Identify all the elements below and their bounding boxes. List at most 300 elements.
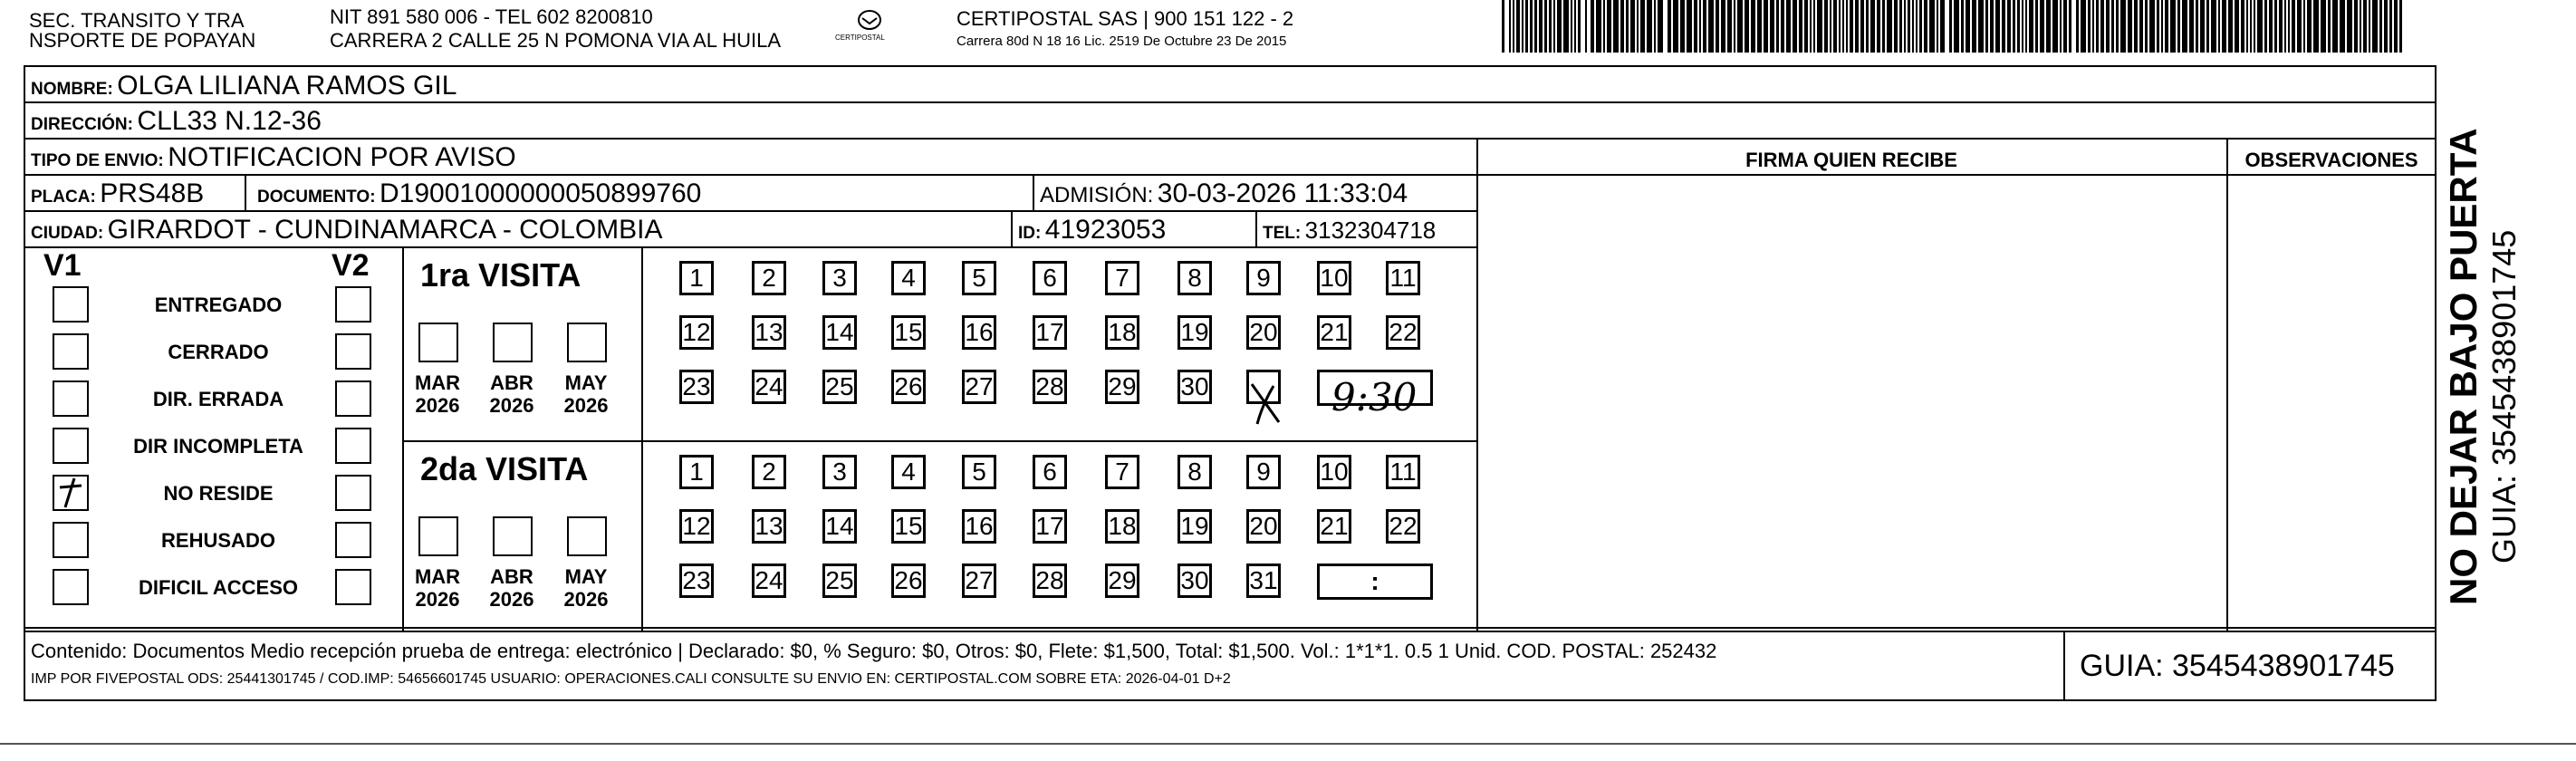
day-box[interactable]: 11: [1386, 261, 1420, 295]
day-box[interactable]: 8: [1177, 261, 1212, 295]
day-box[interactable]: 13: [752, 315, 786, 350]
barcode-bar: [1654, 0, 1656, 53]
barcode-bar: [2328, 0, 2331, 53]
barcode-bar: [2246, 0, 2248, 53]
v2-checkbox[interactable]: [335, 428, 371, 464]
documento-value: D19001000000050899760: [380, 178, 702, 208]
day-box[interactable]: 27: [962, 564, 996, 598]
barcode-bar: [2303, 0, 2305, 53]
month-label: [406, 565, 469, 612]
barcode-bar: [1757, 0, 1762, 53]
v1-checkbox[interactable]: [53, 333, 89, 370]
barcode-bar: [1855, 0, 1859, 53]
footer-guia: GUIA: 3545438901745: [2080, 649, 2395, 683]
day-box[interactable]: 29: [1105, 564, 1139, 598]
barcode-bar: [1721, 0, 1725, 53]
ciudad-cell: [31, 217, 663, 244]
barcode-bar: [1770, 0, 1774, 53]
barcode-bar: [1703, 0, 1706, 53]
day-box[interactable]: 30: [1177, 370, 1212, 404]
barcode-bar: [1745, 0, 1749, 53]
barcode-bar: [2394, 0, 2398, 53]
barcode-bar: [1673, 0, 1678, 53]
barcode-bar: [2389, 0, 2392, 53]
reason-label: CERRADO: [168, 341, 269, 363]
reason-label: ENTREGADO: [154, 294, 283, 316]
reason-label: DIR INCOMPLETA: [133, 435, 303, 458]
barcode-bar: [2200, 0, 2205, 53]
barcode-bar: [2170, 0, 2176, 53]
day-box[interactable]: 15: [891, 509, 926, 544]
barcode-bar: [1563, 0, 1569, 53]
barcode-bar: [1937, 0, 1938, 53]
barcode-bar: [1549, 0, 1552, 53]
barcode-bar: [2292, 0, 2295, 53]
month-label: [406, 371, 469, 418]
barcode-bar: [2111, 0, 2114, 53]
day-box[interactable]: 15: [891, 315, 926, 350]
ciudad-label: CIUDAD:: [31, 224, 104, 243]
day-box[interactable]: 14: [822, 315, 857, 350]
barcode-bar: [1585, 0, 1587, 53]
reason-label: DIFICIL ACCESO: [138, 576, 298, 599]
day-box[interactable]: 18: [1105, 509, 1139, 544]
sender-line-2: NSPORTE DE POPAYAN: [29, 29, 256, 52]
barcode-bar: [1916, 0, 1918, 53]
month-label: [480, 565, 543, 612]
barcode-bar: [1668, 0, 1671, 53]
barcode-bar: [1961, 0, 1964, 53]
barcode-bar: [2297, 0, 2302, 53]
v2-checkbox[interactable]: [335, 569, 371, 605]
barcode-bar: [1522, 0, 1523, 53]
barcode-bar: [1839, 0, 1841, 53]
barcode-bar: [2288, 0, 2290, 53]
day-box[interactable]: 19: [1177, 315, 1212, 350]
second-visit-title: 2da VISITA: [420, 450, 589, 487]
barcode-bar: [1513, 0, 1514, 53]
barcode-bar: [2313, 0, 2319, 53]
company-line: CERTIPOSTAL SAS | 900 151 122 - 2: [956, 7, 1294, 30]
barcode-bar: [1630, 0, 1635, 53]
day-box[interactable]: 9: [1246, 261, 1281, 295]
barcode-bar: [1571, 0, 1572, 53]
barcode-bar: [2022, 0, 2023, 53]
day-box[interactable]: 26: [891, 370, 926, 404]
month-label: [480, 371, 543, 418]
ciudad-value: GIRARDOT - CUNDINAMARCA - COLOMBIA: [107, 215, 663, 245]
placa-label: PLACA:: [31, 188, 96, 207]
month-year: 2026: [489, 394, 534, 418]
day-box[interactable]: 7: [1105, 455, 1139, 489]
v1-checkbox[interactable]: [53, 428, 89, 464]
month-year: 2026: [415, 588, 460, 612]
nombre-value: OLGA LILIANA RAMOS GIL: [117, 71, 457, 101]
month-name: MAY: [564, 371, 608, 394]
day-box[interactable]: 10: [1317, 261, 1351, 295]
barcode-bar: [2035, 0, 2038, 53]
day-box[interactable]: 25: [822, 370, 857, 404]
day-box[interactable]: 16: [962, 509, 996, 544]
day-box[interactable]: 13: [752, 509, 786, 544]
v1-checkbox[interactable]: [53, 475, 89, 511]
day-box[interactable]: 5: [962, 261, 996, 295]
admision-value: 30-03-2026 11:33:04: [1157, 178, 1408, 208]
barcode-bar: [1846, 0, 1848, 53]
day-box[interactable]: 2: [752, 261, 786, 295]
barcode-bar: [2399, 0, 2402, 53]
month-name: MAR: [414, 565, 461, 588]
barcode-bar: [2002, 0, 2005, 53]
barcode-bar: [1887, 0, 1892, 53]
barcode-bar: [1687, 0, 1692, 53]
barcode-bar: [1850, 0, 1853, 53]
barcode-bar: [1603, 0, 1605, 53]
day-box[interactable]: 4: [891, 261, 926, 295]
v2-checkbox[interactable]: [335, 522, 371, 558]
barcode-bar: [2029, 0, 2033, 53]
month-name: ABR: [490, 371, 533, 394]
barcode-bar: [2340, 0, 2345, 53]
barcode-bar: [1912, 0, 1914, 53]
handwritten-day-mark: [1246, 380, 1286, 428]
barcode-bar: [1860, 0, 1864, 53]
reason-label: REHUSADO: [161, 529, 275, 552]
barcode-bar: [2222, 0, 2226, 53]
barcode-bar: [2372, 0, 2378, 53]
barcode-bar: [1516, 0, 1520, 53]
barcode-bar: [1557, 0, 1562, 53]
barcode-bar: [1810, 0, 1812, 53]
day-box[interactable]: 3: [822, 261, 857, 295]
barcode-bar: [1776, 0, 1779, 53]
barcode-bar: [2139, 0, 2143, 53]
barcode-bar: [1658, 0, 1663, 53]
tel-label: TEL:: [1263, 224, 1302, 243]
placa-value: PRS48B: [100, 178, 205, 208]
barcode-bar: [1525, 0, 1528, 53]
day-box[interactable]: 18: [1105, 315, 1139, 350]
day-box[interactable]: 1: [679, 455, 714, 489]
barcode-bar: [2274, 0, 2277, 53]
barcode-bar: [1727, 0, 1732, 53]
barcode-bar: [2046, 0, 2051, 53]
barcode: [1500, 0, 2406, 53]
imp-line: IMP POR FIVEPOSTAL ODS: 25441301745 / COD.IMP: 54656601745 USUARIO: OPERACIONES.CALI CONSULTE SU ENVIO EN: CERTIPOSTAL.COM SOBRE ETA: 2026-04-01 D+2: [31, 671, 1231, 687]
v1-checkbox[interactable]: [53, 380, 89, 417]
barcode-bar: [1530, 0, 1533, 53]
barcode-bar: [1708, 0, 1714, 53]
day-box[interactable]: 24: [752, 564, 786, 598]
month-checkbox[interactable]: [418, 323, 458, 362]
time-box[interactable]: :: [1317, 564, 1433, 600]
barcode-bar: [2189, 0, 2194, 53]
barcode-bar: [2157, 0, 2159, 53]
day-box[interactable]: 2: [752, 455, 786, 489]
month-checkbox[interactable]: [493, 323, 533, 362]
barcode-bar: [2235, 0, 2239, 53]
barcode-bar: [1954, 0, 1959, 53]
day-box[interactable]: 7: [1105, 261, 1139, 295]
day-box[interactable]: 9: [1246, 455, 1281, 489]
direccion-label: DIRECCIÓN:: [31, 115, 133, 134]
barcode-bar: [1680, 0, 1685, 53]
sender-line-1: SEC. TRANSITO Y TRA: [29, 9, 245, 32]
barcode-bar: [1882, 0, 1885, 53]
barcode-bar: [1990, 0, 1994, 53]
barcode-bar: [1804, 0, 1808, 53]
barcode-bar: [2250, 0, 2252, 53]
day-box[interactable]: 28: [1033, 564, 1067, 598]
month-year: 2026: [489, 588, 534, 612]
logo-text: CERTIPOSTAL: [835, 34, 885, 42]
barcode-bar: [1949, 0, 1952, 53]
id-cell: [1018, 217, 1166, 244]
day-box[interactable]: 22: [1386, 509, 1420, 544]
month-label: [554, 565, 618, 612]
barcode-bar: [1647, 0, 1652, 53]
barcode-bar: [2076, 0, 2079, 53]
documento-label: DOCUMENTO:: [257, 188, 376, 207]
day-box[interactable]: 28: [1033, 370, 1067, 404]
barcode-bar: [1830, 0, 1831, 53]
day-box[interactable]: 21: [1317, 315, 1351, 350]
v1-checkbox[interactable]: [53, 522, 89, 558]
signature-area[interactable]: [1478, 176, 2226, 631]
barcode-bar: [1509, 0, 1511, 53]
placa-cell: [31, 180, 204, 207]
barcode-bar: [1751, 0, 1755, 53]
barcode-bar: [1716, 0, 1719, 53]
tipo-envio-row: [31, 144, 516, 171]
month-name: MAR: [414, 371, 461, 394]
admision-label: ADMISIÓN:: [1040, 183, 1154, 207]
barcode-bar: [1972, 0, 1976, 53]
day-box[interactable]: 17: [1033, 315, 1067, 350]
barcode-bar: [2017, 0, 2020, 53]
reason-label: NO RESIDE: [163, 482, 274, 505]
certipostal-logo: [831, 7, 908, 45]
barcode-bar: [1578, 0, 1581, 53]
barcode-bar: [2196, 0, 2198, 53]
barcode-bar: [1813, 0, 1815, 53]
v1-header: V1: [43, 248, 82, 283]
barcode-bar: [1793, 0, 1797, 53]
barcode-bar: [2069, 0, 2071, 53]
barcode-bar: [1866, 0, 1869, 53]
day-box[interactable]: 24: [752, 370, 786, 404]
day-box[interactable]: 22: [1386, 315, 1420, 350]
day-box[interactable]: 10: [1317, 455, 1351, 489]
barcode-bar: [2134, 0, 2138, 53]
day-box[interactable]: 12: [679, 315, 714, 350]
handwritten-time: 9:30: [1331, 375, 1418, 419]
day-box[interactable]: 17: [1033, 509, 1067, 544]
month-name: MAY: [564, 565, 608, 588]
barcode-bar: [1842, 0, 1844, 53]
barcode-bar: [1539, 0, 1543, 53]
barcode-bar: [1534, 0, 1537, 53]
reason-label: DIR. ERRADA: [152, 388, 284, 410]
barcode-bar: [1734, 0, 1735, 53]
no-dejar-bajo-puerta: NO DEJAR BAJO PUERTA: [2442, 128, 2485, 605]
barcode-bar: [2354, 0, 2358, 53]
barcode-bar: [2096, 0, 2099, 53]
v2-checkbox[interactable]: [335, 333, 371, 370]
tear-line: [0, 743, 2576, 745]
firma-header: FIRMA QUIEN RECIBE: [1745, 149, 1957, 171]
day-box[interactable]: 3: [822, 455, 857, 489]
day-box[interactable]: 14: [822, 509, 857, 544]
day-box[interactable]: 26: [891, 564, 926, 598]
barcode-bar: [2088, 0, 2091, 53]
barcode-bar: [2145, 0, 2148, 53]
day-box[interactable]: 19: [1177, 509, 1212, 544]
day-box[interactable]: 23: [679, 370, 714, 404]
barcode-bar: [1781, 0, 1784, 53]
barcode-bar: [2360, 0, 2361, 53]
side-guia: GUIA: 3545438901745: [2485, 229, 2523, 564]
id-label: ID:: [1018, 224, 1042, 243]
barcode-bar: [2264, 0, 2267, 53]
month-checkbox[interactable]: [418, 516, 458, 556]
sender-address: CARRERA 2 CALLE 25 N POMONA VIA AL HUILA: [330, 29, 782, 52]
barcode-bar: [1978, 0, 1984, 53]
barcode-bar: [2177, 0, 2180, 53]
barcode-bar: [1824, 0, 1828, 53]
day-box[interactable]: 4: [891, 455, 926, 489]
day-box[interactable]: 1: [679, 261, 714, 295]
barcode-bar: [2284, 0, 2286, 53]
barcode-bar: [1737, 0, 1743, 53]
contenido-line: Contenido: Documentos Medio recepción prueba de entrega: electrónico | Declarado: $0, % Seguro: $0, Otros: $0, Flete: $1,500, Total: $1,500. Vol.: 1*1*1. 0.5 1 Unid. COD. POSTAL: 252432: [31, 640, 1717, 662]
observaciones-area[interactable]: [2228, 176, 2435, 631]
barcode-bar: [1940, 0, 1945, 53]
day-box[interactable]: 23: [679, 564, 714, 598]
barcode-bar: [2052, 0, 2058, 53]
barcode-bar: [2063, 0, 2067, 53]
month-checkbox[interactable]: [567, 516, 607, 556]
nombre-label: NOMBRE:: [31, 80, 113, 99]
tipo-envio-label: TIPO DE ENVIO:: [31, 151, 164, 170]
documento-cell: [257, 180, 701, 207]
barcode-bar: [2384, 0, 2388, 53]
barcode-bar: [2206, 0, 2209, 53]
barcode-bar: [1544, 0, 1547, 53]
barcode-bar: [2120, 0, 2126, 53]
barcode-bar: [2013, 0, 2015, 53]
month-checkbox[interactable]: [567, 323, 607, 362]
barcode-bar: [1620, 0, 1624, 53]
day-box[interactable]: 5: [962, 455, 996, 489]
day-box[interactable]: 31: [1246, 564, 1281, 598]
barcode-bar: [2228, 0, 2233, 53]
barcode-bar: [1985, 0, 1988, 53]
barcode-bar: [1607, 0, 1611, 53]
barcode-bar: [1894, 0, 1898, 53]
day-box[interactable]: 20: [1246, 315, 1281, 350]
barcode-bar: [1929, 0, 1935, 53]
barcode-bar: [2092, 0, 2094, 53]
day-box[interactable]: 29: [1105, 370, 1139, 404]
day-box[interactable]: 6: [1033, 261, 1067, 295]
barcode-bar: [1799, 0, 1802, 53]
v1-checkbox[interactable]: [53, 569, 89, 605]
barcode-bar: [2182, 0, 2187, 53]
barcode-bar: [2241, 0, 2244, 53]
nit-line: NIT 891 580 006 - TEL 602 8200810: [330, 5, 653, 28]
barcode-bar: [2149, 0, 2155, 53]
barcode-bar: [1502, 0, 1504, 53]
barcode-bar: [1877, 0, 1880, 53]
barcode-bar: [2218, 0, 2220, 53]
barcode-bar: [2128, 0, 2132, 53]
admision-cell: [1040, 180, 1408, 207]
barcode-bar: [2379, 0, 2382, 53]
barcode-bar: [2257, 0, 2263, 53]
observaciones-header: OBSERVACIONES: [2244, 149, 2418, 171]
day-box[interactable]: 8: [1177, 455, 1212, 489]
v2-checkbox[interactable]: [335, 475, 371, 511]
barcode-bar: [1764, 0, 1768, 53]
barcode-bar: [2369, 0, 2370, 53]
day-box[interactable]: 30: [1177, 564, 1212, 598]
barcode-bar: [2321, 0, 2326, 53]
barcode-bar: [2279, 0, 2283, 53]
barcode-bar: [2363, 0, 2367, 53]
month-label: [554, 371, 618, 418]
month-checkbox[interactable]: [493, 516, 533, 556]
day-box[interactable]: 27: [962, 370, 996, 404]
company-license: Carrera 80d N 18 16 Lic. 2519 De Octubre 23 De 2015: [956, 34, 1287, 49]
barcode-bar: [1640, 0, 1645, 53]
barcode-bar: [2100, 0, 2104, 53]
barcode-bar: [2161, 0, 2163, 53]
barcode-bar: [1574, 0, 1576, 53]
barcode-bar: [2081, 0, 2086, 53]
barcode-bar: [1591, 0, 1594, 53]
id-value: 41923053: [1044, 215, 1167, 245]
barcode-bar: [2040, 0, 2044, 53]
barcode-bar: [1870, 0, 1875, 53]
barcode-bar: [1613, 0, 1619, 53]
direccion-row: [31, 108, 322, 135]
day-box[interactable]: 16: [962, 315, 996, 350]
day-box[interactable]: 25: [822, 564, 857, 598]
day-box[interactable]: 12: [679, 509, 714, 544]
barcode-bar: [2269, 0, 2273, 53]
month-year: 2026: [563, 394, 609, 418]
day-box[interactable]: 20: [1246, 509, 1281, 544]
barcode-bar: [1995, 0, 2000, 53]
month-year: 2026: [415, 394, 460, 418]
day-box[interactable]: 21: [1317, 509, 1351, 544]
month-name: ABR: [490, 565, 533, 588]
barcode-bar: [2307, 0, 2312, 53]
barcode-bar: [2211, 0, 2216, 53]
barcode-bar: [2165, 0, 2168, 53]
day-box[interactable]: 11: [1386, 455, 1420, 489]
v1-checkbox[interactable]: [53, 286, 89, 323]
day-box[interactable]: 6: [1033, 455, 1067, 489]
month-year: 2026: [563, 588, 609, 612]
barcode-bar: [2025, 0, 2027, 53]
barcode-bar: [1833, 0, 1837, 53]
barcode-bar: [2254, 0, 2255, 53]
v2-checkbox[interactable]: [335, 286, 371, 323]
v2-checkbox[interactable]: [335, 380, 371, 417]
barcode-bar: [2332, 0, 2338, 53]
